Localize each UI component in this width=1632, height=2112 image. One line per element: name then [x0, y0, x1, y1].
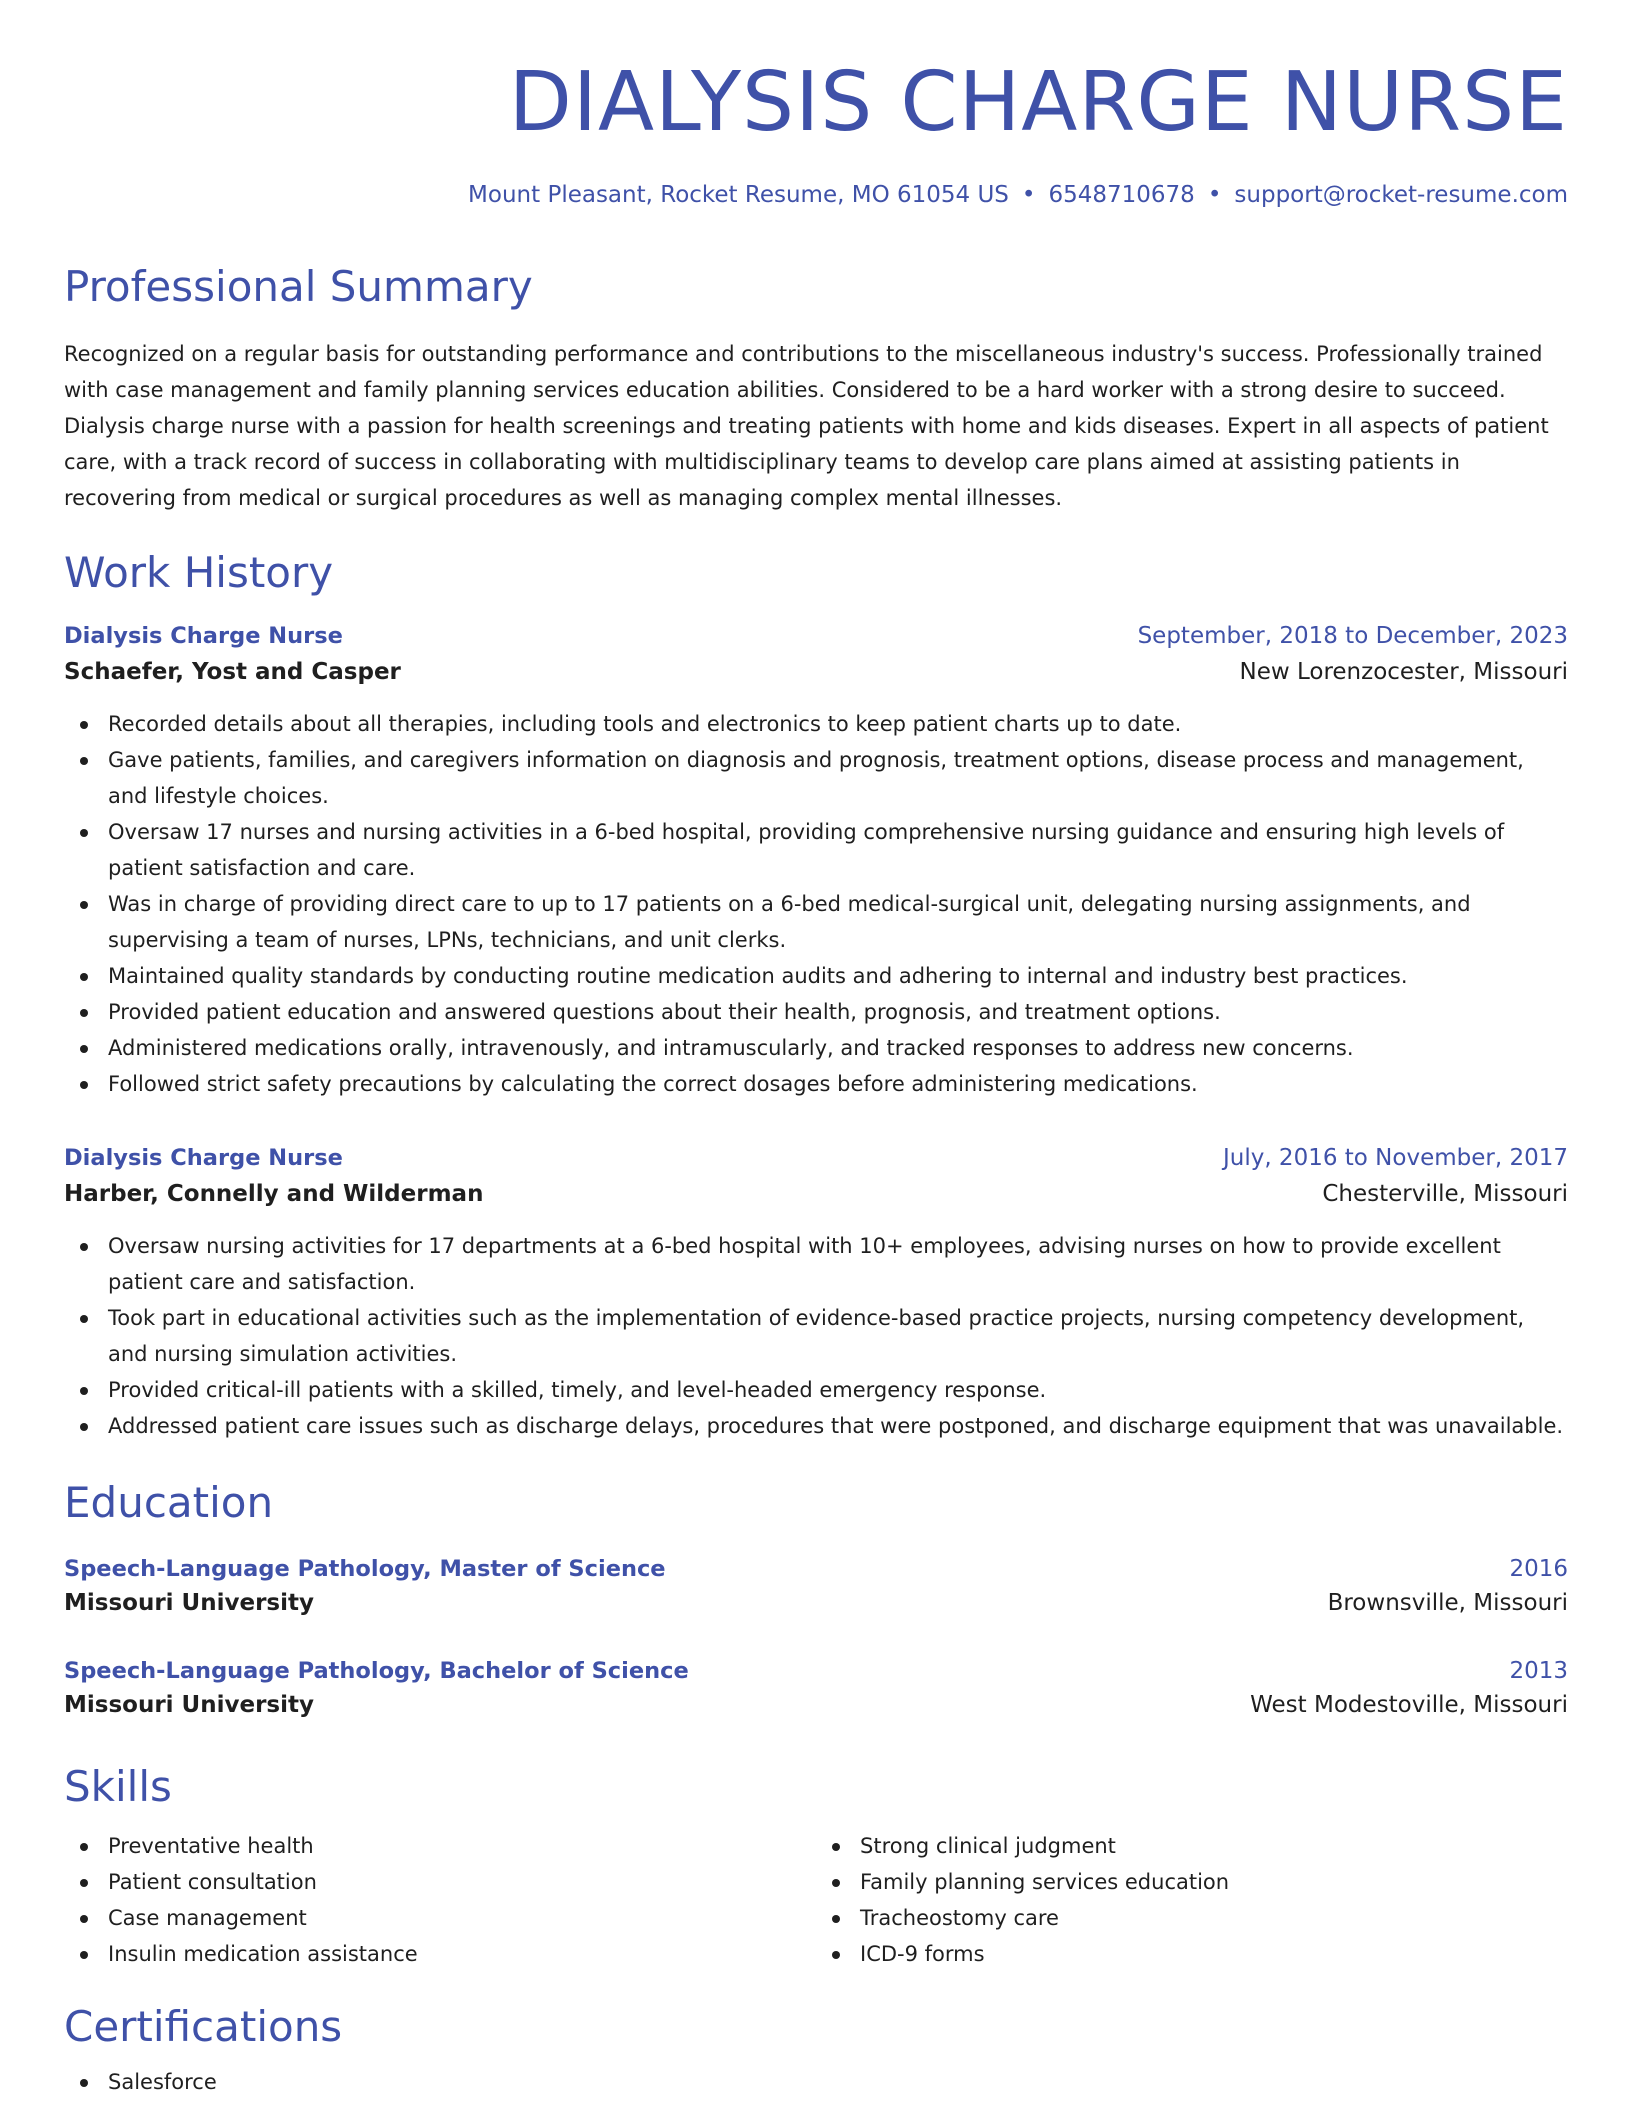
- school-name: Missouri University: [64, 1589, 314, 1616]
- graduation-year: 2013: [1509, 1657, 1568, 1684]
- bullet-item: Provided critical-ill patients with a skilled, timely, and level-headed emergency response.: [64, 1372, 1568, 1408]
- school-location: Brownsville, Missouri: [1327, 1589, 1568, 1616]
- contact-address: Mount Pleasant, Rocket Resume, MO 61054 US: [468, 182, 1009, 208]
- contact-phone: 6548710678: [1048, 182, 1195, 208]
- school-location: West Modestoville, Missouri: [1250, 1691, 1568, 1718]
- skill-item: Patient consultation: [64, 1864, 816, 1900]
- job-bullets: [64, 706, 1568, 1102]
- job-bullets: [64, 1228, 1568, 1444]
- job-company: Schaefer, Yost and Casper: [64, 658, 401, 685]
- skills-column-right: [816, 1828, 1568, 1972]
- job-dates: July, 2016 to November, 2017: [1222, 1144, 1568, 1171]
- job-entry: [64, 618, 1568, 1102]
- education-entry: [64, 1654, 1568, 1722]
- school-name: Missouri University: [64, 1691, 314, 1718]
- skill-item: Case management: [64, 1900, 816, 1936]
- degree-title: Speech-Language Pathology, Bachelor of Science: [64, 1657, 689, 1684]
- summary-text: Recognized on a regular basis for outstanding performance and contributions to the miscellaneous industry's success. Professionally trained with case management and family planning services education abilities. Considered to be a hard worker with a strong desire to succeed. Dialysis charge nurse with a passion for health screenings and treating patients with home and kids diseases. Expert in all aspects of patient care, with a track record of success in collaborating with multidisciplinary teams to develop care plans aimed at assisting patients in recovering from medical or surgical procedures as well as managing complex mental illnesses.: [64, 341, 1549, 510]
- certifications-heading: Certifications: [64, 2001, 343, 2051]
- skill-item: ICD-9 forms: [816, 1936, 1568, 1972]
- job-title: Dialysis Charge Nurse: [64, 1144, 343, 1171]
- bullet-item: Was in charge of providing direct care to up to 17 patients on a 6-bed medical-surgical unit, delegating nursing assignments, and supervising a team of nurses, LPNs, technicians, and unit clerks.: [64, 886, 1568, 958]
- degree-title: Speech-Language Pathology, Master of Science: [64, 1555, 666, 1582]
- job-entry: [64, 1140, 1568, 1444]
- summary-heading: Professional Summary: [64, 261, 533, 311]
- bullet-item: Maintained quality standards by conducting routine medication audits and adhering to internal and industry best practices.: [64, 958, 1568, 994]
- bullet-item: Took part in educational activities such as the implementation of evidence-based practice projects, nursing competency development, and nursing simulation activities.: [64, 1300, 1568, 1372]
- skill-item: Family planning services education: [816, 1864, 1568, 1900]
- education-entry: [64, 1552, 1568, 1620]
- job-location: Chesterville, Missouri: [1322, 1180, 1568, 1207]
- skill-item: Strong clinical judgment: [816, 1828, 1568, 1864]
- work-history-heading: Work History: [64, 547, 334, 597]
- job-dates: September, 2018 to December, 2023: [1137, 622, 1568, 649]
- skill-item: Insulin medication assistance: [64, 1936, 816, 1972]
- certifications-list: [64, 2064, 1568, 2100]
- skill-item: Tracheostomy care: [816, 1900, 1568, 1936]
- skills-list: [64, 1828, 1568, 1972]
- bullet-item: Recorded details about all therapies, including tools and electronics to keep patient charts up to date.: [64, 706, 1568, 742]
- contact-separator: •: [1021, 182, 1036, 208]
- contact-line: [64, 182, 1568, 210]
- resume-name: DIALYSIS CHARGE NURSE: [508, 55, 1568, 150]
- skills-column-left: [64, 1828, 816, 1972]
- bullet-item: Oversaw 17 nurses and nursing activities in a 6-bed hospital, providing comprehensive nursing guidance and ensuring high levels of patient satisfaction and care.: [64, 814, 1568, 886]
- bullet-item: Addressed patient care issues such as discharge delays, procedures that were postponed, and discharge equipment that was unavailable.: [64, 1408, 1568, 1444]
- contact-separator: •: [1207, 182, 1222, 208]
- bullet-item: Followed strict safety precautions by calculating the correct dosages before administering medications.: [64, 1066, 1568, 1102]
- job-title: Dialysis Charge Nurse: [64, 622, 343, 649]
- certification-item: Salesforce: [64, 2064, 1568, 2100]
- bullet-item: Gave patients, families, and caregivers information on diagnosis and prognosis, treatment options, disease process and management, and lifestyle choices.: [64, 742, 1568, 814]
- graduation-year: 2016: [1509, 1555, 1568, 1582]
- job-location: New Lorenzocester, Missouri: [1239, 658, 1568, 685]
- skill-item: Preventative health: [64, 1828, 816, 1864]
- skills-heading: Skills: [64, 1761, 172, 1811]
- bullet-item: Oversaw nursing activities for 17 departments at a 6-bed hospital with 10+ employees, advising nurses on how to provide excellent patient care and satisfaction.: [64, 1228, 1568, 1300]
- bullet-item: Provided patient education and answered questions about their health, prognosis, and treatment options.: [64, 994, 1568, 1030]
- job-company: Harber, Connelly and Wilderman: [64, 1180, 484, 1207]
- contact-email[interactable]: support@rocket-resume.com: [1234, 182, 1568, 208]
- bullet-item: Administered medications orally, intravenously, and intramuscularly, and tracked responses to address new concerns.: [64, 1030, 1568, 1066]
- education-heading: Education: [64, 1477, 274, 1527]
